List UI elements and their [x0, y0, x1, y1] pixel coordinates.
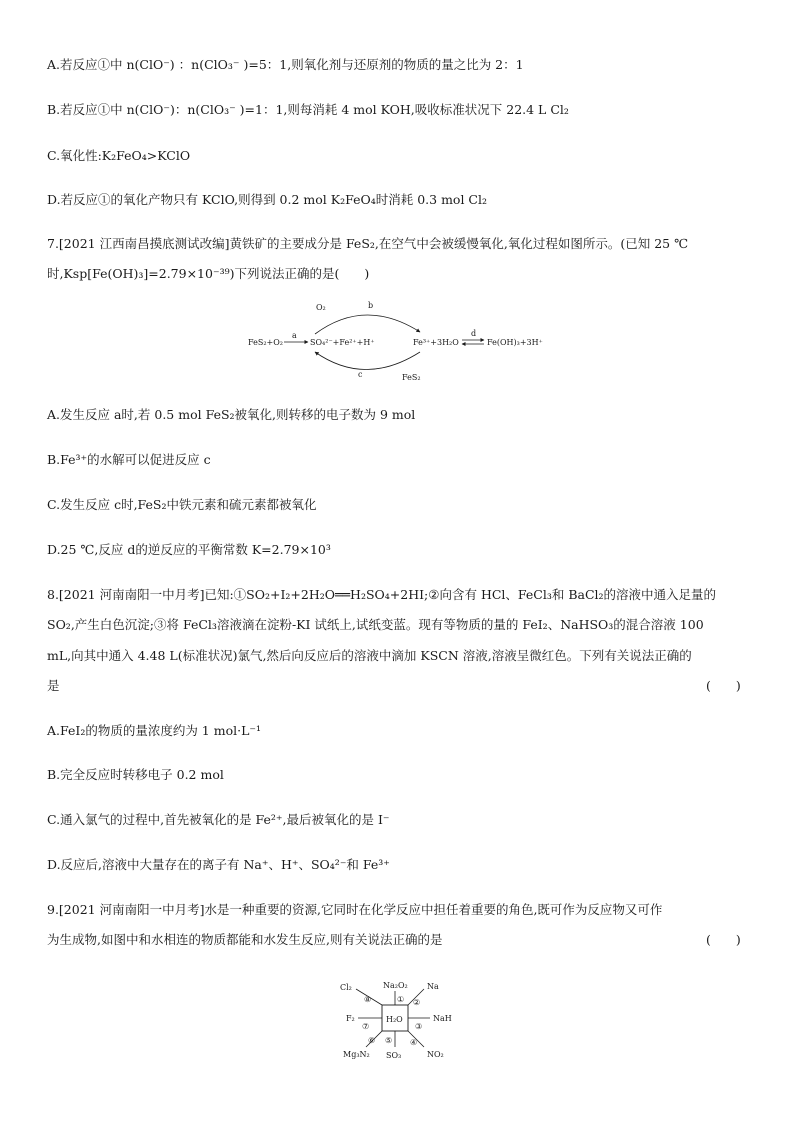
q9-substance-1: Na₂O₂: [383, 981, 408, 990]
q7-arrow-a-label: a: [292, 331, 297, 340]
q7-product-d: Fe(OH)₃+3H⁺: [487, 338, 543, 347]
q8-option-c: C.通入氯气的过程中,首先被氧化的是 Fe²⁺,最后被氧化的是 I⁻: [47, 812, 390, 827]
q7-option-d: D.25 ℃,反应 d的逆反应的平衡常数 K=2.79×10³: [47, 542, 331, 557]
q6-option-a: A.若反应①中 n(ClO⁻) ：n(ClO₃⁻ )=5：1,则氧化剂与还原剂的物质的量之比为 2：1: [47, 57, 524, 72]
q9-substance-3: NaH: [433, 1014, 452, 1023]
q6-option-c: C.氧化性:K₂FeO₄>KClO: [47, 148, 191, 163]
q9-substance-4: NO₂: [427, 1050, 444, 1059]
q9-center-label: H₂O: [386, 1015, 403, 1024]
q7-reagent-b: O₂: [316, 303, 326, 312]
q7-arrow-c: [315, 352, 420, 370]
q8-option-a: A.FeI₂的物质的量浓度约为 1 mol·L⁻¹: [47, 723, 261, 738]
q9-stem-line1: 9.[2021 河南南阳一中月考]水是一种重要的资源,它同时在化学反应中担任着重要的角色,既可作为反应物又可作: [47, 902, 663, 917]
q9-number-7: ⑦: [362, 1022, 370, 1031]
q9-number-5: ⑤: [385, 1036, 393, 1045]
q7-option-a: A.发生反应 a时,若 0.5 mol FeS₂被氧化,则转移的电子数为 9 mol: [47, 407, 416, 422]
q9-answer-paren: ( ): [706, 932, 741, 947]
q9-stem-line2: 为生成物,如图中和水相连的物质都能和水发生反应,则有关说法正确的是: [47, 932, 443, 947]
q7-arrow-c-label: c: [358, 370, 363, 379]
q9-number-8: ⑧: [364, 995, 372, 1004]
q7-arrow-b: [315, 315, 420, 334]
q7-arrow-d-label: d: [471, 329, 477, 338]
q9-substance-5: SO₃: [386, 1051, 402, 1060]
q9-number-1: ①: [397, 995, 405, 1004]
q7-reagent-c: FeS₂: [402, 373, 421, 382]
q8-stem-line3: mL,向其中通入 4.48 L(标准状况)氯气,然后向反应后的溶液中滴加 KSCN 溶液,溶液呈微红色。下列有关说法正确的: [47, 648, 692, 663]
q9-substance-7: F₂: [346, 1014, 355, 1023]
q6-option-d: D.若反应①的氧化产物只有 KClO,则得到 0.2 mol K₂FeO₄时消耗 0.3 mol Cl₂: [47, 192, 487, 207]
q8-answer-paren: ( ): [706, 678, 741, 693]
q7-option-b: B.Fe³⁺的水解可以促进反应 c: [47, 452, 211, 467]
q9-number-2: ②: [413, 998, 421, 1007]
q9-number-3: ③: [415, 1022, 423, 1031]
q8-stem-line2: SO₂,产生白色沉淀;③将 FeCl₃溶液滴在淀粉-KI 试纸上,试纸变蓝。现有等物质的量的 FeI₂、NaHSO₃的混合溶液 100: [47, 617, 704, 632]
q9-number-6: ⑥: [368, 1036, 376, 1045]
q9-number-4: ④: [410, 1038, 418, 1047]
q7-stem-line2: 时,Ksp[Fe(OH)₃]=2.79×10⁻³⁹)下列说法正确的是( ): [47, 266, 370, 281]
q8-option-b: B.完全反应时转移电子 0.2 mol: [47, 767, 224, 782]
q8-stem-line1: 8.[2021 河南南阳一中月考]已知:①SO₂+I₂+2H₂O══H₂SO₄+2HI;②向含有 HCl、FeCl₃和 BaCl₂的溶液中通入足量的: [47, 587, 717, 602]
q7-reaction-cycle-diagram: [0, 292, 794, 392]
q7-stem-line1: 7.[2021 江西南昌摸底测试改编]黄铁矿的主要成分是 FeS₂,在空气中会被缓慢氧化,氧化过程如图所示。(已知 25 ℃: [47, 236, 689, 251]
q7-middle-species: SO₄²⁻+Fe²⁺+H⁺: [310, 338, 375, 347]
q9-substance-2: Na: [427, 982, 439, 991]
q7-left-species: FeS₂+O₂: [248, 338, 284, 347]
q9-substance-6: Mg₃N₂: [343, 1050, 370, 1059]
q6-option-b: B.若反应①中 n(ClO⁻)：n(ClO₃⁻ )=1：1,则每消耗 4 mol KOH,吸收标准状况下 22.4 L Cl₂: [47, 102, 569, 117]
q8-option-d: D.反应后,溶液中大量存在的离子有 Na⁺、H⁺、SO₄²⁻和 Fe³⁺: [47, 857, 390, 872]
q7-arrow-b-label: b: [368, 301, 374, 310]
q9-water-reaction-diagram: [0, 975, 794, 1065]
q8-stem-line4: 是: [47, 678, 60, 693]
q7-right-species: Fe³⁺+3H₂O: [413, 338, 459, 347]
q9-substance-8: Cl₂: [340, 983, 352, 992]
q7-option-c: C.发生反应 c时,FeS₂中铁元素和硫元素都被氧化: [47, 497, 317, 512]
